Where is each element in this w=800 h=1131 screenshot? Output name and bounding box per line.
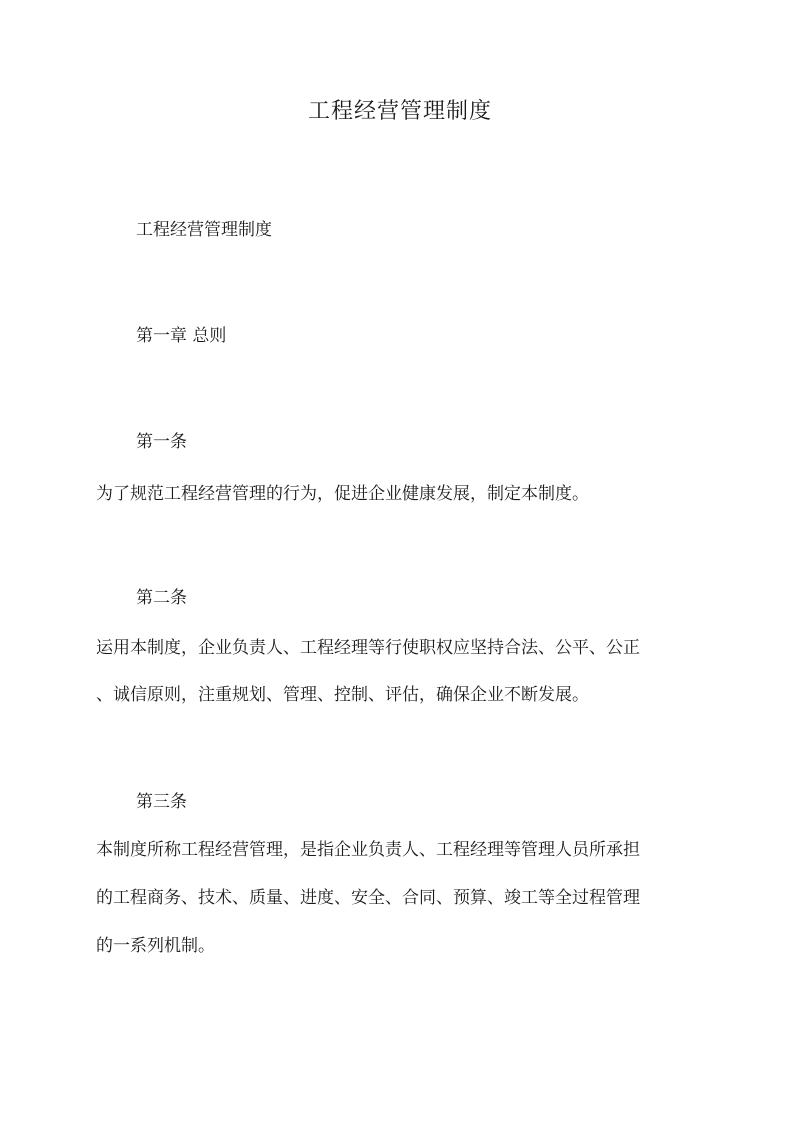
article-3-line-2: 的工程商务、技术、质量、进度、安全、合同、预算、竣工等全过程管理 — [96, 888, 640, 908]
article-2-line-1: 运用本制度，企业负责人、工程经理等行使职权应坚持合法、公平、公正 — [96, 638, 640, 658]
article-1-heading: 第一条 — [136, 432, 187, 452]
document-subtitle: 工程经营管理制度 — [136, 220, 272, 240]
article-3-line-3: 的一系列机制。 — [96, 936, 215, 956]
article-3-heading: 第三条 — [136, 792, 187, 812]
article-1-line-1: 为了规范工程经营管理的行为，促进企业健康发展，制定本制度。 — [96, 484, 589, 504]
article-2-line-2: 、诚信原则，注重规划、管理、控制、评估，确保企业不断发展。 — [96, 685, 589, 705]
document-title: 工程经营管理制度 — [307, 99, 492, 124]
article-3-line-1: 本制度所称工程经营管理，是指企业负责人、工程经理等管理人员所承担 — [96, 840, 640, 860]
article-2-heading: 第二条 — [136, 588, 187, 608]
chapter-heading: 第一章 总则 — [136, 326, 227, 346]
